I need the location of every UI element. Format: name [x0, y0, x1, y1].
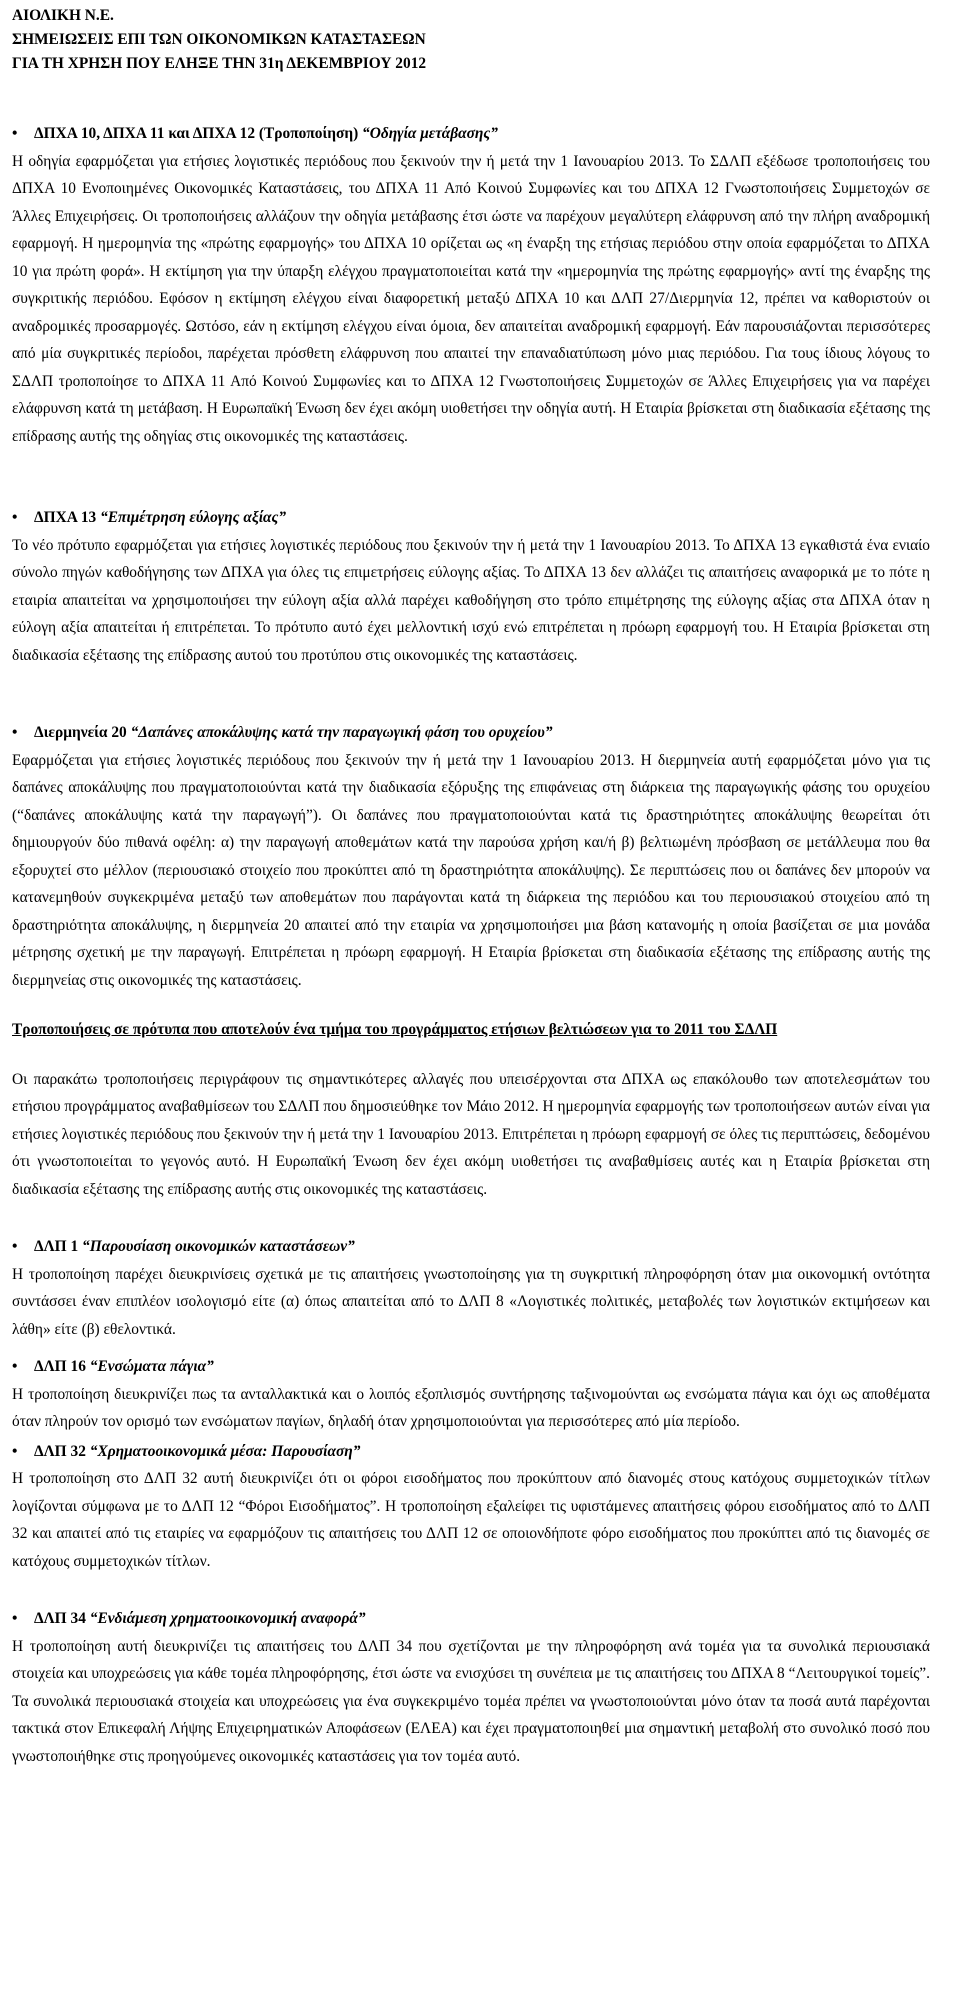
section-body: Το νέο πρότυπο εφαρμόζεται για ετήσιες λογιστικές περιόδους που ξεκινούν την ή μετά την 1 Ιανουαρίου 2013. Το ΔΠΧΑ 13 εγκαθιστά ένα ενιαίο σύνολο πηγών καθοδήγησης των ΔΠΧΑ για όλες τις επιμετρήσεις εύλογης αξίας. Το ΔΠΧΑ 13 δεν αλλάζει τις απαιτήσεις αναφορικά με το πότε η εταιρία απαιτείται να χρησιμοποιήσει την εύλογη αξία αλλά παρέχει καθοδήγηση στο τρόπο επιμέτρησης της εύλογης αξίας στα ΔΠΧΑ όταν η εύλογη αξία απαιτείται ή επιτρέπεται. Το πρότυπο αυτό έχει μελλοντική ισχύ ενώ επιτρέπεται η πρόωρη εφαρμογή του. Η Εταιρία βρίσκεται στη διαδικασία εξέτασης της επίδρασης αυτού του προτύπου στις οικονομικές της καταστάσεις.	[12, 536, 930, 664]
bullet-icon: •	[12, 1358, 18, 1375]
heading-label: Διερμηνεία 20	[34, 724, 131, 741]
heading-quote: “Χρηματοοικονομικά μέσα: Παρουσίαση”	[89, 1442, 361, 1460]
section-body: Εφαρμόζεται για ετήσιες λογιστικές περιόδους που ξεκινούν την ή μετά την 1 Ιανουαρίου 2013. Η διερμηνεία αυτή εφαρμόζεται μόνο για τις δαπάνες αποκάλυψης που πραγματοποιούνται κατά την διαδικασία εξόρυξης της επιφάνειας στη διάρκεια της παραγωγικής φάσης του ορυχείου (“δαπάνες αποκάλυψης κατά την παραγωγή”). Οι δαπάνες που πραγματοποιούνται κατά τις δραστηριότητες αποκάλυψης θεωρείται ότι δημιουργούν δύο πιθανά οφέλη: α) την παραγωγή αποθεμάτων κατά την παρούσα χρήση και/ή β) βελτιωμένη πρόσβαση σε μετάλλευμα που θα εξορυχτεί στο μέλλον (περιουσιακό στοιχείο που προκύπτει από τη δραστηριότητα αποκάλυψης). Σε περιπτώσεις που οι δαπάνες δεν μπορούν να κατανεμηθούν συγκεκριμένα μεταξύ των αποθεμάτων που παράγονται κατά τη διάρκεια της περιόδου και του περιουσιακού στοιχείου από τη δραστηριότητα αποκάλυψης, η διερμηνεία 20 απαιτεί από την εταιρία να χρησιμοποιήσει μια βάση κατανομής η οποία βασίζεται σε μια μονάδα μέτρησης σχετική με την παραγωγή. Επιτρέπεται η πρόωρη εφαρμογή. Η Εταιρία βρίσκεται στη διαδικασία εξέτασης της επίδρασης αυτής της διερμηνείας στις οικονομικές της καταστάσεις.	[12, 751, 930, 989]
section-ias32	[12, 1438, 930, 1576]
bullet-icon: •	[12, 509, 18, 526]
fiscal-year-title: ΓΙΑ ΤΗ ΧΡΗΣΗ ΠΟΥ ΕΛΗΞΕ ΤΗΝ 31η ΔΕΚΕΜΒΡΙΟΥ 2012	[12, 55, 427, 72]
heading-label: ΔΛΠ 32	[34, 1442, 90, 1460]
section-heading	[12, 504, 930, 532]
notes-title: ΣΗΜΕΙΩΣΕΙΣ ΕΠΙ ΤΩΝ ΟΙΚΟΝΟΜΙΚΩΝ ΚΑΤΑΣΤΑΣΕΩΝ	[12, 31, 426, 48]
section-heading	[12, 120, 930, 148]
section-body: Οι παρακάτω τροποποιήσεις περιγράφουν τις σημαντικότερες αλλαγές που υπεισέρχονται στα ΔΠΧΑ ως επακόλουθο των αποτελεσμάτων του ετήσιου προγράμματος αναβαθμίσεων του ΣΔΛΠ που δημοσιεύθηκε τον Μάιο 2012. Η ημερομηνία εφαρμογής των τροποποιήσεων αυτών είναι για ετήσιες λογιστικές περιόδους που ξεκινούν την ή μετά την 1 Ιανουαρίου 2013. Επιτρέπεται η πρόωρη εφαρμογή σε όλες τις περιπτώσεις, δεδομένου ότι γνωστοποιείται το γεγονός αυτό. Η Ευρωπαϊκή Ένωση δεν έχει ακόμη υιοθετήσει τις αναβαθμίσεις αυτές και η Εταιρία βρίσκεται στη διαδικασία εξέτασης της επίδρασης αυτής στις οικονομικές της καταστάσεις.	[12, 1070, 930, 1198]
heading-label: ΔΛΠ 1	[34, 1238, 83, 1255]
section-ifric20	[12, 719, 930, 994]
section-heading	[12, 719, 930, 747]
heading-label: ΔΠΧΑ 10, ΔΠΧΑ 11 και ΔΠΧΑ 12 (Τροποποίηση)	[34, 125, 363, 142]
heading-quote: “Ενδιάμεση χρηματοοικονομική αναφορά”	[89, 1610, 366, 1627]
heading-quote: “Παρουσίαση οικονομικών καταστάσεων”	[82, 1238, 355, 1255]
heading-label: ΔΛΠ 16	[34, 1358, 90, 1375]
heading-quote: “Ενσώματα πάγια”	[89, 1358, 214, 1375]
section-heading	[12, 1353, 930, 1381]
section-body: Η τροποποίηση παρέχει διευκρινίσεις σχετικά με τις απαιτήσεις γνωστοποίησης για τη συγκριτική πληροφόρηση όταν μια οικονομική οντότητα συντάσσει έναν επιπλέον ισολογισμό είτε (α) όπως απαιτείται από το ΔΛΠ 8 «Λογιστικές πολιτικές, μεταβολές των λογιστικών εκτιμήσεων και λάθη» είτε (β) εθελοντικά.	[12, 1265, 930, 1338]
section-ias16	[12, 1353, 930, 1436]
bullet-icon: •	[12, 1442, 18, 1460]
bullet-icon: •	[12, 1238, 18, 1255]
section-body: Η τροποποίηση διευκρινίζει πως τα ανταλλακτικά και ο λοιπός εξοπλισμός συντήρησης ταξινομούνται ως ενσώματα πάγια και όχι ως αποθέματα όταν πληρούν τον ορισμό των ενσώματων παγίων, δηλαδή όταν χρησιμοποιούνται για περισσότερες από μία περίοδο.	[12, 1385, 930, 1430]
section-body: Η τροποποίηση αυτή διευκρινίζει τις απαιτήσεις του ΔΛΠ 34 που σχετίζονται με την πληροφόρηση ανά τομέα για τα συνολικά περιουσιακά στοιχεία και υποχρεώσεις για κάθε τομέα πληροφόρησης, έτσι ώστε να ενισχύσει τη συνέπεια με τις απαιτήσεις του ΔΠΧΑ 8 “Λειτουργικοί τομείς”. Τα συνολικά περιουσιακά στοιχεία και υποχρεώσεις για ένα συγκεκριμένο τομέα πρέπει να γνωστοποιούνται μόνο όταν τα ποσά αυτά παρέχονται τακτικά στον Επικεφαλή Λήψης Επιχειρηματικών Αποφάσεων (ΕΛΕΑ) και έχει πραγματοποιηθεί μια σημαντική μεταβολή στο συνολικό ποσό που γνωστοποιήθηκε στις προηγούμενες οικονομικές καταστάσεις για τον τομέα αυτό.	[12, 1637, 930, 1765]
improvements-heading: Τροποποιήσεις σε πρότυπα που αποτελούν ένα τμήμα του προγράμματος ετήσιων βελτιώσεων για το 2011 του ΣΔΛΠ	[12, 1021, 778, 1038]
section-body: Η οδηγία εφαρμόζεται για ετήσιες λογιστικές περιόδους που ξεκινούν την ή μετά την 1 Ιανουαρίου 2013. Το ΣΔΛΠ εξέδωσε τροποποιήσεις του ΔΠΧΑ 10 Ενοποιημένες Οικονομικές Καταστάσεις, του ΔΠΧΑ 11 Από Κοινού Συμφωνίες και του ΔΠΧΑ 12 Γνωστοποιήσεις Συμμετοχών σε Άλλες Επιχειρήσεις. Οι τροποποιήσεις αλλάζουν την οδηγία μετάβασης έτσι ώστε να παρέχουν μεγαλύτερη ελάφρυνση από την πλήρη αναδρομική εφαρμογή. Η ημερομηνία της «πρώτης εφαρμογής» του ΔΠΧΑ 10 ορίζεται ως «η έναρξη της ετήσιας περιόδου στην οποία εφαρμόζεται το ΔΠΧΑ 10 για πρώτη φορά». Η εκτίμηση για την ύπαρξη ελέγχου πραγματοποιείται κατά την «ημερομηνία της πρώτης εφαρμογής» αντί της έναρξης της συγκριτικής περιόδου. Εφόσον η εκτίμηση ελέγχου είναι διαφορετική μεταξύ ΔΠΧΑ 10 και ΔΛΠ 27/Διερμηνία 12, πρέπει να καθοριστούν οι αναδρομικές προσαρμογές. Ωστόσο, εάν η εκτίμηση ελέγχου είναι όμοια, δεν απαιτείται αναδρομική εφαρμογή. Εάν παρουσιάζονται περισσότερες από μία συγκριτικές περίοδοι, παρέχεται πρόσθετη ελάφρυνση που απαιτεί την επαναδιατύπωση μόνο μιας περιόδου. Για τους ίδιους λόγους το ΣΔΛΠ τροποποίησε το ΔΠΧΑ 11 Από Κοινού Συμφωνίες και το ΔΠΧΑ 12 Γνωστοποιήσεις Συμμετοχών σε Άλλες Επιχειρήσεις για να παρέχει ελάφρυνση κατά τη μετάβαση. Η Ευρωπαϊκή Ένωση δεν έχει ακόμη υιοθετήσει την οδηγία αυτή. Η Εταιρία βρίσκεται στη διαδικασία εξέτασης της επίδρασης αυτής της οδηγίας στις οικονομικές της καταστάσεις.	[12, 152, 930, 445]
bullet-icon: •	[12, 125, 18, 142]
section-ias34	[12, 1605, 930, 1770]
heading-label: ΔΛΠ 34	[34, 1610, 90, 1627]
section-body: Η τροποποίηση στο ΔΛΠ 32 αυτή διευκρινίζει ότι οι φόροι εισοδήματος που προκύπτουν από διανομές στους κατόχους συμμετοχικών τίτλων λογίζονται σύμφωνα με το ΔΛΠ 12 “Φόροι Εισοδήματος”. Η τροποποίηση εξαλείφει τις υφιστάμενες απαιτήσεις φόρου εισοδήματος από το ΔΛΠ 32 και απαιτεί από τις εταιρίες να εφαρμόζουν τις απαιτήσεις του ΔΛΠ 12 σε οποιονδήποτε φόρο εισοδήματος που προκύπτει από τις διανομές σε κατόχους συμμετοχικών τίτλων.	[12, 1470, 930, 1570]
section-heading	[12, 1233, 930, 1261]
heading-quote: “Δαπάνες αποκάλυψης κατά την παραγωγική φάση του ορυχείου”	[130, 724, 553, 741]
section-ifrs13	[12, 504, 930, 669]
section-annual-improvements	[12, 1016, 930, 1203]
section-heading	[12, 1438, 930, 1466]
company-name: ΑΙΟΛΙΚΗ Ν.Ε.	[12, 7, 114, 24]
heading-quote: “Οδηγία μετάβασης”	[362, 125, 498, 142]
heading-quote: “Επιμέτρηση εύλογης αξίας”	[100, 509, 287, 526]
section-ias1	[12, 1233, 930, 1343]
section-ifrs10-11-12	[12, 120, 930, 450]
bullet-icon: •	[12, 724, 18, 741]
section-heading	[12, 1605, 930, 1633]
heading-label: ΔΠΧΑ 13	[34, 509, 101, 526]
bullet-icon: •	[12, 1610, 18, 1627]
